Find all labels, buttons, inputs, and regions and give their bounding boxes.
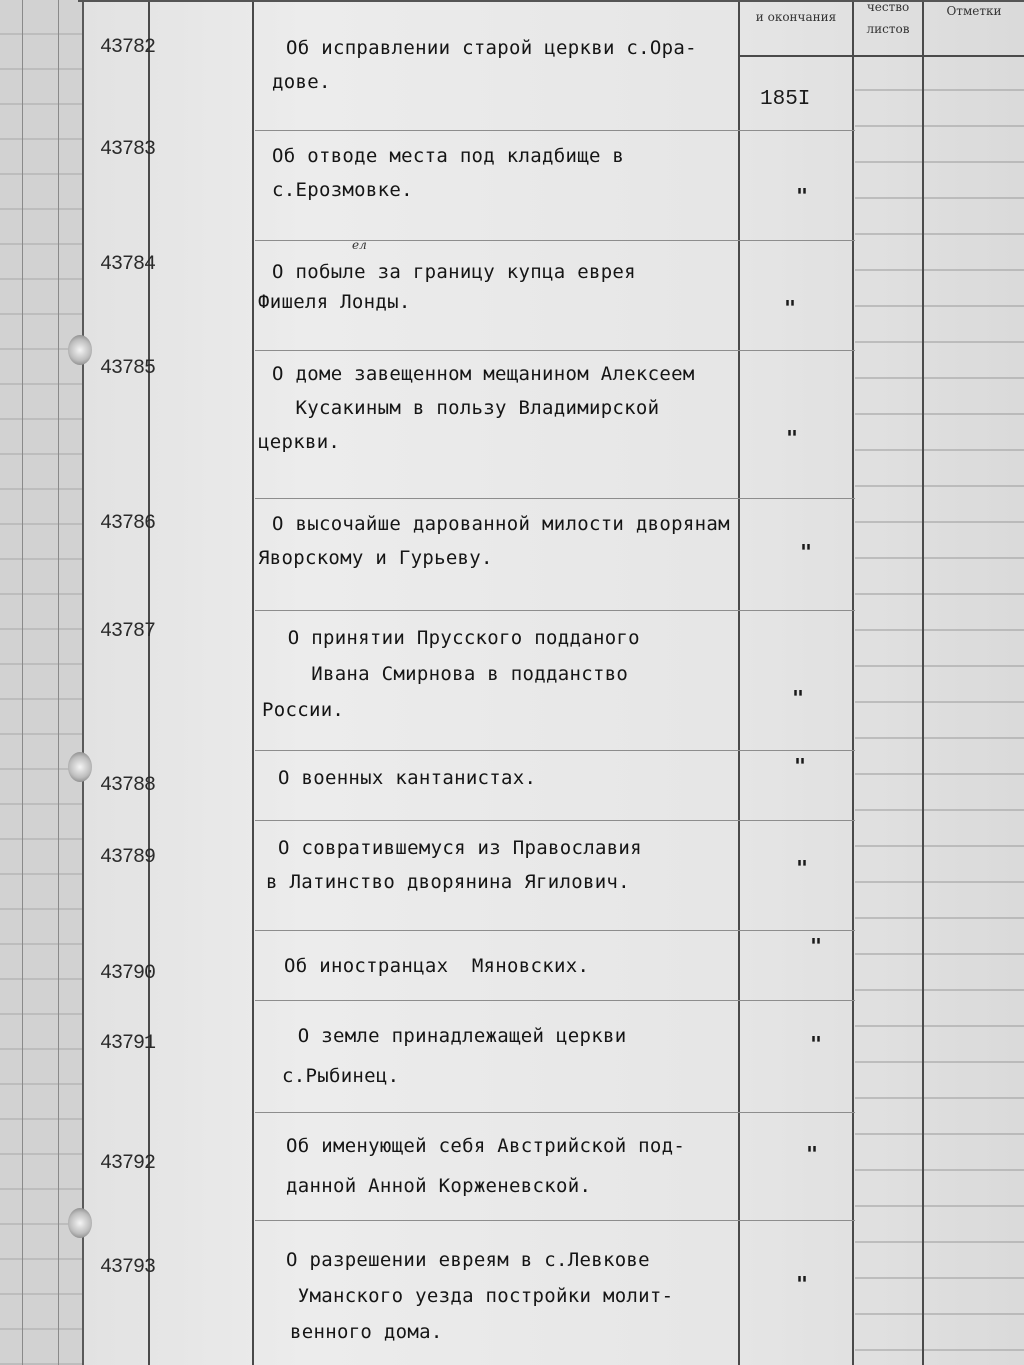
entry-title-line: О принятии Прусского подданого [276,627,640,649]
entry-number: 43791 [100,1032,156,1055]
row-separator [255,498,855,499]
row-separator [255,750,855,751]
entry-number: 43793 [100,1256,156,1279]
entry-title-line: О земле принадлежащей церкви [286,1025,627,1047]
entry-title-line: О побыле за границу купца еврея [272,261,636,283]
entry-title-line: Об иностранцах Мяновских. [284,955,590,977]
header-dates: и окончания [755,10,837,24]
entry-date: 185I [760,88,811,111]
entry-title-line: Об исправлении старой церкви с.Ора- [286,37,697,59]
entry-title-line: с.Ерозмовке. [272,179,413,201]
row-separator [255,350,855,351]
entry-title-line: Ивана Смирнова в подданство [276,663,629,685]
ditto-mark: " [784,296,797,320]
entry-number: 43792 [100,1152,156,1175]
entry-number: 43787 [100,620,156,643]
left-page-rule [22,0,23,1365]
entry-title-line: данной Анной Корженевской. [286,1175,592,1197]
entry-number: 43785 [100,357,156,380]
entry-title-line: России. [262,699,345,721]
row-separator [255,1000,855,1001]
entry-title-line: О высочайше дарованной милости дворянам [272,513,730,535]
ruled-grid [855,55,1024,1365]
handwritten-correction: ел [352,238,367,252]
entry-title-line: О военных кантанистах. [278,767,537,789]
row-separator [255,1220,855,1221]
row-separator [255,930,855,931]
column-rule [252,0,254,1365]
entry-title-line: О доме завещенном мещанином Алексеем [272,363,695,385]
entry-title-line: Фишеля Лонды. [258,291,411,313]
ditto-mark: " [810,1032,823,1056]
ditto-mark: " [810,934,823,958]
binding-hole [68,335,92,365]
row-separator [255,240,855,241]
entry-title-line: дове. [272,71,331,93]
header-notes: Отметки [946,4,1002,18]
header-sheets-line2: листов [866,22,910,36]
binding-hole [68,752,92,782]
entry-title-line: Яворскому и Гурьеву. [258,547,493,569]
binding-hole [68,1208,92,1238]
entry-title-line: О разрешении евреям в с.Левкове [286,1249,650,1271]
entry-number: 43789 [100,846,156,869]
entry-number: 43784 [100,253,156,276]
entry-number: 43782 [100,36,156,59]
row-separator [255,820,855,821]
entry-title-line: Об именующей себя Австрийской под- [286,1135,686,1157]
ditto-mark: " [800,540,813,564]
row-separator [255,610,855,611]
entry-title-line: в Латинство дворянина Ягилович. [266,871,630,893]
entry-title-line: О совратившемуся из Православия [278,837,642,859]
ditto-mark: " [796,184,809,208]
entry-title-line: Уманского уезда постройки молит- [286,1285,674,1307]
entry-title-line: церкви. [258,431,341,453]
ditto-mark: " [786,426,799,450]
header-sheets-line1: чество [866,0,910,14]
entry-number: 43788 [100,774,156,797]
entry-number: 43786 [100,512,156,535]
entry-title-line: Кусакиным в пользу Владимирской [272,397,660,419]
column-rule [922,0,924,1365]
entry-title-line: Об отводе места под кладбище в [272,145,625,167]
ditto-mark: " [796,856,809,880]
entry-title-line: с.Рыбинец. [282,1065,400,1087]
entry-number: 43790 [100,962,156,985]
ditto-mark: " [796,1272,809,1296]
left-page-edge [0,0,84,1365]
row-separator [255,130,855,131]
ditto-mark: " [806,1142,819,1166]
left-page-rule [58,0,59,1365]
row-separator [255,1112,855,1113]
entry-title-line: венного дома. [290,1321,443,1343]
entry-number: 43783 [100,138,156,161]
ditto-mark: " [794,754,807,778]
ditto-mark: " [792,686,805,710]
